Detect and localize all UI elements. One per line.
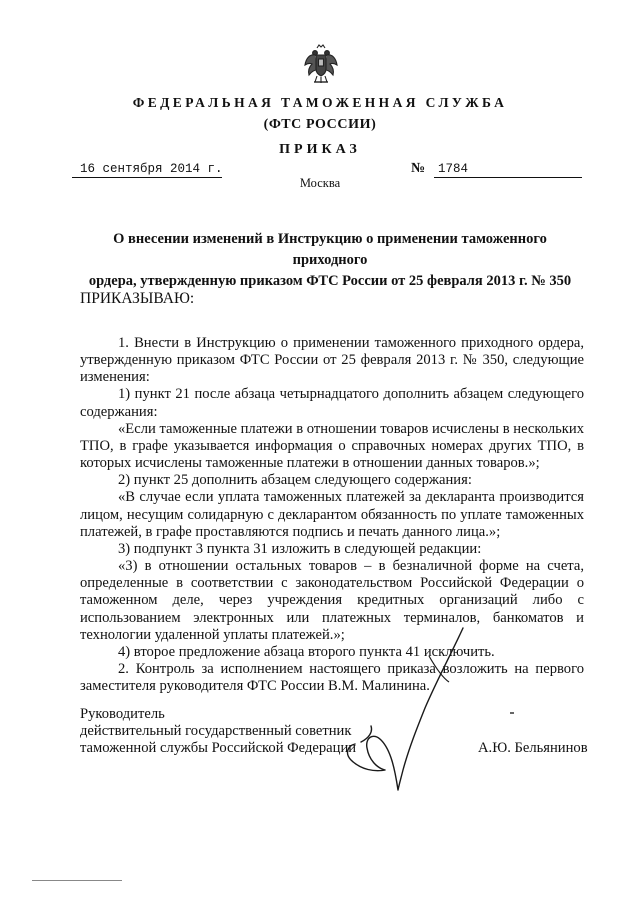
order-word: ПРИКАЗЫВАЮ: <box>80 290 195 307</box>
order-subject <box>78 229 582 292</box>
signatory-name: А.Ю. Бельянинов <box>478 740 588 756</box>
signatory-title <box>80 706 356 757</box>
agency-short-title: (ФТС РОССИИ) <box>263 117 377 132</box>
signatory-title-line: Руководитель <box>80 706 165 722</box>
city: Москва <box>299 176 341 190</box>
footer-mark <box>32 880 122 881</box>
order-number: 1784 <box>438 162 469 176</box>
subject-line: О внесении изменений в Инструкцию о применении таможенного приходного <box>113 231 547 268</box>
body-paragraph: «3) в отношении остальных товаров – в безналичной форме на счета, определенные в соответствии с законодательством Российской Федерации о таможенном деле, через учреждения кредитных организаций либо с использованием электронных или платежных терминалов, банкоматов и технологии удаленной уплаты платежей.»; <box>80 558 584 643</box>
agency-title: ФЕДЕРАЛЬНАЯ ТАМОЖЕННАЯ СЛУЖБА <box>132 95 508 110</box>
document-type: ПРИКАЗ <box>279 142 361 157</box>
body-paragraph: 3) подпункт 3 пункта 31 изложить в следующей редакции: <box>118 540 482 557</box>
handwritten-signature-icon <box>325 620 475 800</box>
body-paragraph: 4) второе предложение абзаца второго пункта 41 исключить. <box>118 643 495 660</box>
eagle-emblem-icon <box>302 42 340 86</box>
body-paragraph: 1) пункт 21 после абзаца четырнадцатого дополнить абзацем следующего содержания: <box>80 386 584 420</box>
signatory-title-line: таможенной службы Российской Федерации <box>80 740 357 756</box>
signatory-title-line: действительный государственный советник <box>80 723 352 739</box>
number-label: № <box>411 161 426 176</box>
order-date: 16 сентября 2014 г. <box>80 162 223 176</box>
body-paragraph: 2) пункт 25 дополнить абзацем следующего содержания: <box>118 472 472 489</box>
subject-line: ордера, утвержденную приказом ФТС России от 25 февраля 2013 г. № 350 <box>88 273 572 289</box>
body-paragraph: «В случае если уплата таможенных платежей за декларанта производится лицом, несущим солидарную с декларантом обязанность по уплате таможенных платежей, в графе проставляются подпись и печать данного лица.»; <box>80 489 584 540</box>
body-paragraph: 1. Внести в Инструкцию о применении таможенного приходного ордера, утвержденную приказом ФТС России от 25 февраля 2013 г. № 350, следующие изменения: <box>80 335 584 386</box>
body-paragraph: «Если таможенные платежи в отношении товаров исчислены в нескольких ТПО, в графе указывается информация о справочных номерах других ТПО, в которых исчислены таможенные платежи в отношении данных товаров.»; <box>80 420 584 472</box>
body-paragraph: 2. Контроль за исполнением настоящего приказа возложить на первого заместителя руководителя ФТС России В.М. Малинина. <box>80 660 584 695</box>
scan-speck <box>510 712 514 714</box>
